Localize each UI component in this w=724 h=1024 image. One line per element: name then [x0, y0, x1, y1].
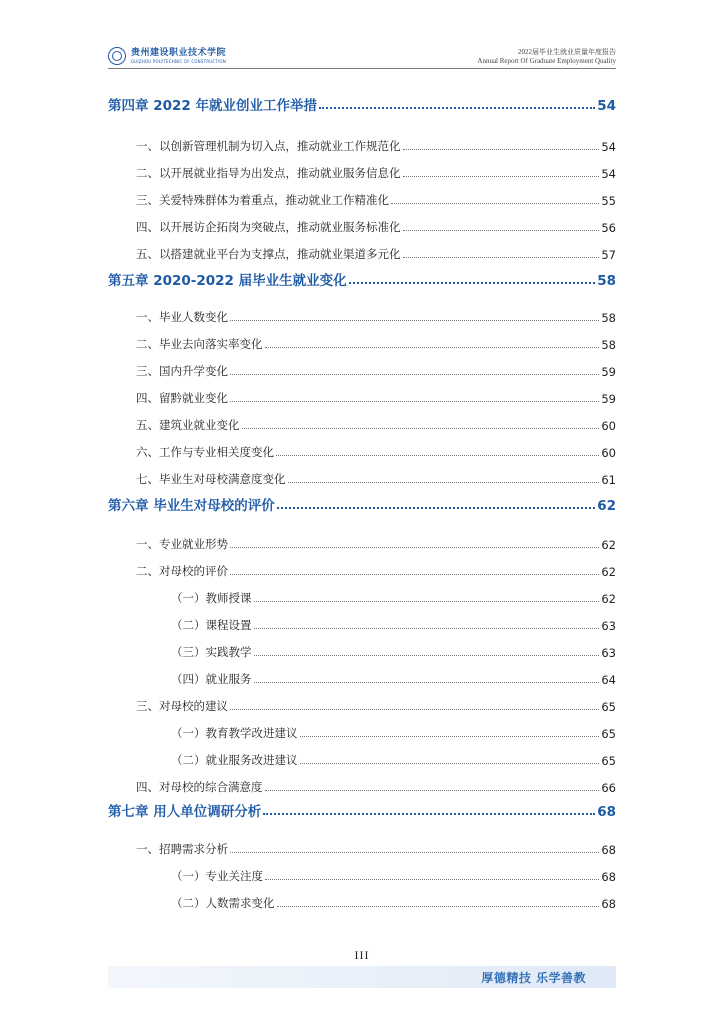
dot-leader [277, 906, 600, 907]
toc-section[interactable] [108, 692, 616, 714]
dot-leader [319, 107, 595, 109]
toc-section[interactable] [108, 132, 616, 154]
toc-page-number: 65 [601, 700, 616, 714]
toc-entry-title: 四、留黔就业变化 [136, 391, 228, 405]
toc-page-number: 54 [597, 98, 616, 114]
toc-section[interactable] [108, 159, 616, 181]
toc-entry-title: （一）教师授课 [171, 591, 252, 605]
dot-leader [288, 482, 600, 483]
toc-entry-title: （二）人数需求变化 [171, 896, 275, 910]
page-header [108, 44, 616, 69]
toc-page-number: 68 [601, 843, 616, 857]
toc-section[interactable] [108, 303, 616, 325]
dot-leader [254, 628, 600, 629]
toc-page-number: 62 [601, 592, 616, 606]
dot-leader [265, 790, 600, 791]
toc-page-number: 58 [601, 311, 616, 325]
toc-entry-title: 第七章 用人单位调研分析 [108, 804, 262, 820]
toc-entry-title: （四）就业服务 [171, 672, 252, 686]
toc-page-number: 68 [601, 897, 616, 911]
toc-sub[interactable] [108, 719, 616, 741]
toc-entry-title: 二、对母校的评价 [136, 564, 228, 578]
toc-page-number: 54 [601, 167, 616, 181]
toc-entry-title: 一、毕业人数变化 [136, 310, 228, 324]
dot-leader [230, 709, 599, 710]
toc-page-number: 59 [601, 365, 616, 379]
toc-entry-title: 第四章 2022 年就业创业工作举措 [108, 98, 317, 114]
toc-entry-title: 一、以创新管理机制为切入点，推动就业工作规范化 [136, 139, 401, 153]
dot-leader [265, 879, 599, 880]
dot-leader [230, 574, 599, 575]
dot-leader [230, 401, 599, 402]
toc-section[interactable] [108, 557, 616, 579]
toc-section[interactable] [108, 411, 616, 433]
toc-entry-title: （三）实践教学 [171, 645, 252, 659]
toc-page-number: 56 [601, 221, 616, 235]
toc-entry-title: 一、招聘需求分析 [136, 842, 228, 856]
toc-sub[interactable] [108, 862, 616, 884]
dot-leader [300, 763, 600, 764]
toc-section[interactable] [108, 438, 616, 460]
toc-entry-title: （二）课程设置 [171, 618, 252, 632]
dot-leader [403, 257, 600, 258]
footer-band [108, 966, 616, 988]
toc-page-number: 58 [601, 338, 616, 352]
toc-section[interactable] [108, 186, 616, 208]
school-name: 贵州建设职业技术学院 [131, 47, 227, 58]
toc-chapter[interactable] [108, 267, 616, 289]
toc-entry-title: （二）就业服务改进建议 [171, 753, 298, 767]
toc-chapter[interactable] [108, 492, 616, 514]
toc-entry-title: 三、对母校的建议 [136, 699, 228, 713]
toc-page-number: 66 [601, 781, 616, 795]
dot-leader [403, 176, 600, 177]
dot-leader [265, 347, 600, 348]
toc-page-number: 55 [601, 194, 616, 208]
dot-leader [349, 282, 596, 284]
toc-page-number: 54 [601, 140, 616, 154]
dot-leader [230, 320, 599, 321]
toc-page-number: 63 [601, 646, 616, 660]
toc-entry-title: 三、关爱特殊群体为着重点，推动就业工作精准化 [136, 193, 389, 207]
dot-leader [277, 507, 596, 509]
toc-section[interactable] [108, 330, 616, 352]
toc-sub[interactable] [108, 611, 616, 633]
school-motto: 厚德精技 乐学善教 [481, 971, 586, 985]
toc-entry-title: 一、专业就业形势 [136, 537, 228, 551]
toc-page-number: 60 [601, 446, 616, 460]
dot-leader [254, 601, 600, 602]
report-title-en: Annual Report Of Graduate Employment Quality [477, 57, 616, 65]
toc-section[interactable] [108, 835, 616, 857]
toc-chapter[interactable] [108, 798, 616, 820]
toc-page-number: 61 [601, 473, 616, 487]
toc-page-number: 60 [601, 419, 616, 433]
toc-sub[interactable] [108, 746, 616, 768]
toc-section[interactable] [108, 465, 616, 487]
toc-section[interactable] [108, 240, 616, 262]
report-title-cn: 2022届毕业生就业质量年度报告 [518, 48, 616, 56]
dot-leader [254, 682, 600, 683]
dot-leader [230, 852, 599, 853]
toc-page-number: 68 [597, 804, 616, 820]
toc-entry-title: 第六章 毕业生对母校的评价 [108, 498, 275, 514]
page-number: III [354, 948, 370, 962]
toc-page-number: 62 [601, 538, 616, 552]
toc-page-number: 62 [597, 498, 616, 514]
dot-leader [403, 230, 600, 231]
dot-leader [300, 736, 600, 737]
toc-page-number: 65 [601, 727, 616, 741]
dot-leader [403, 149, 600, 150]
toc-entry-title: （一）教育教学改进建议 [171, 726, 298, 740]
toc-page-number: 62 [601, 565, 616, 579]
toc-entry-title: 六、工作与专业相关度变化 [136, 445, 274, 459]
toc-page-number: 65 [601, 754, 616, 768]
toc-sub[interactable] [108, 584, 616, 606]
toc-sub[interactable] [108, 665, 616, 687]
school-logo [108, 46, 226, 66]
toc-entry-title: 四、以开展访企拓岗为突破点，推动就业服务标准化 [136, 220, 401, 234]
toc-page-number: 59 [601, 392, 616, 406]
dot-leader [391, 203, 599, 204]
toc-section[interactable] [108, 357, 616, 379]
dot-leader [276, 455, 599, 456]
toc-entry-title: （一）专业关注度 [171, 869, 263, 883]
toc-sub[interactable] [108, 638, 616, 660]
toc-page-number: 58 [597, 273, 616, 289]
toc-entry-title: 七、毕业生对母校满意度变化 [136, 472, 286, 486]
dot-leader [230, 374, 599, 375]
report-title [477, 48, 616, 66]
school-emblem-icon [108, 47, 126, 65]
dot-leader [263, 813, 595, 815]
toc-entry-title: 三、国内升学变化 [136, 364, 228, 378]
toc-entry-title: 五、以搭建就业平台为支撑点，推动就业渠道多元化 [136, 247, 401, 261]
toc-sub[interactable] [108, 889, 616, 911]
toc-section[interactable] [108, 213, 616, 235]
toc-entry-title: 第五章 2020-2022 届毕业生就业变化 [108, 273, 347, 289]
dot-leader [242, 428, 600, 429]
dot-leader [254, 655, 600, 656]
toc-entry-title: 四、对母校的综合满意度 [136, 780, 263, 794]
toc-section[interactable] [108, 530, 616, 552]
toc-section[interactable] [108, 384, 616, 406]
toc-section[interactable] [108, 773, 616, 795]
toc-page-number: 68 [601, 870, 616, 884]
school-name-en: GUIZHOU POLYTECHNIC OF CONSTRUCTION [131, 58, 226, 64]
toc-page-number: 64 [601, 673, 616, 687]
toc-entry-title: 五、建筑业就业变化 [136, 418, 240, 432]
toc-entry-title: 二、毕业去向落实率变化 [136, 337, 263, 351]
toc-page-number: 57 [601, 248, 616, 262]
dot-leader [230, 547, 599, 548]
toc-chapter[interactable] [108, 92, 616, 114]
toc-entry-title: 二、以开展就业指导为出发点，推动就业服务信息化 [136, 166, 401, 180]
toc-page-number: 63 [601, 619, 616, 633]
